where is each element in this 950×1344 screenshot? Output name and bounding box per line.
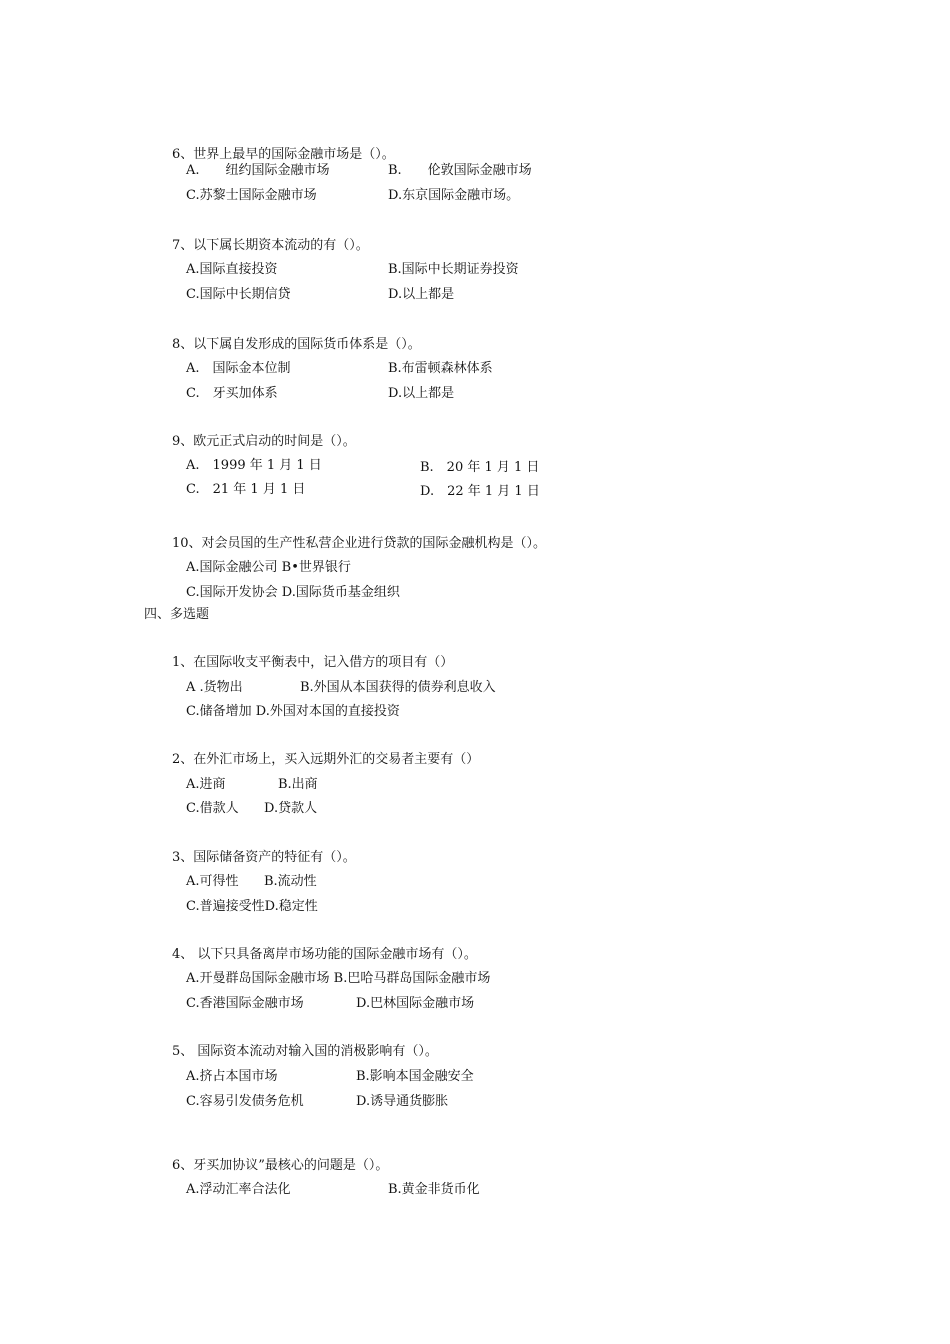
option-b: B.国际中长期证券投资	[388, 262, 519, 277]
option-a: A. 国际金本位制	[186, 361, 291, 376]
option-d: D.以上都是	[388, 386, 455, 401]
question-text: 6、世界上最早的国际金融市场是（）。	[172, 147, 395, 162]
option-c: C.苏黎士国际金融市场	[186, 188, 317, 203]
options-cd: C.普遍接受性D.稳定性	[186, 899, 318, 914]
option-b: B.流动性	[264, 874, 317, 889]
option-d: D.诱导通货膨胀	[356, 1094, 449, 1109]
option-a: A.进商	[186, 777, 226, 792]
option-b: B.影响本国金融安全	[356, 1069, 474, 1084]
option-b: B.外国从本国获得的债券利息收入	[300, 680, 496, 695]
question-text: 7、以下属长期资本流动的有（）。	[172, 238, 369, 253]
question-text: 9、欧元正式启动的时间是（）。	[172, 434, 356, 449]
question-text: 4、 以下只具备离岸市场功能的国际金融市场有（）。	[172, 947, 477, 962]
option-d: D.巴林国际金融市场	[356, 996, 475, 1011]
option-a: A. 纽约国际金融市场	[186, 163, 330, 178]
option-a: A.挤占本国市场	[186, 1069, 278, 1084]
question-text: 2、在外汇市场上，买入远期外汇的交易者主要有（）	[172, 752, 480, 767]
question-text: 6、牙买加协议”最核心的问题是（）。	[172, 1158, 389, 1173]
question-text: 5、 国际资本流动对输入国的消极影响有（）。	[172, 1044, 438, 1059]
question-text: 10、对会员国的生产性私营企业进行贷款的国际金融机构是（）。	[172, 536, 547, 551]
options-cd: C.国际开发协会 D.国际货币基金组织	[186, 585, 400, 600]
option-a: A. 1999 年 1 月 1 日	[186, 458, 322, 473]
option-d: D. 22 年 1 月 1 日	[420, 484, 540, 499]
option-b: B.布雷顿森林体系	[388, 361, 493, 376]
question-text: 1、在国际收支平衡表中，记入借方的项目有（）	[172, 655, 454, 670]
option-c: C.国际中长期信贷	[186, 287, 291, 302]
option-a: A .货物出	[186, 680, 243, 695]
option-b: B. 20 年 1 月 1 日	[420, 460, 540, 475]
option-c: C. 21 年 1 月 1 日	[186, 482, 306, 497]
option-a: A.浮动汇率合法化	[186, 1182, 291, 1197]
question-text: 8、以下属自发形成的国际货币体系是（）。	[172, 337, 421, 352]
option-c: C.香港国际金融市场	[186, 996, 304, 1011]
option-d: D.以上都是	[388, 287, 455, 302]
option-b: B. 伦敦国际金融市场	[388, 163, 532, 178]
section-heading: 四、多选题	[144, 607, 210, 622]
option-a: A.国际直接投资	[186, 262, 278, 277]
option-b: B.出商	[278, 777, 318, 792]
option-d: D.贷款人	[264, 801, 318, 816]
options-ab: A.国际金融公司 B•世界银行	[186, 560, 351, 575]
options-cd: C.储备增加 D.外国对本国的直接投资	[186, 704, 400, 719]
option-a: A.可得性	[186, 874, 239, 889]
option-d: D.东京国际金融市场。	[388, 188, 520, 203]
options-ab: A.开曼群岛国际金融市场 B.巴哈马群岛国际金融市场	[186, 971, 491, 986]
option-b: B.黄金非货币化	[388, 1182, 480, 1197]
option-c: C.借款人	[186, 801, 239, 816]
option-c: C.容易引发债务危机	[186, 1094, 304, 1109]
option-c: C. 牙买加体系	[186, 386, 278, 401]
question-text: 3、国际储备资产的特征有（）。	[172, 850, 356, 865]
